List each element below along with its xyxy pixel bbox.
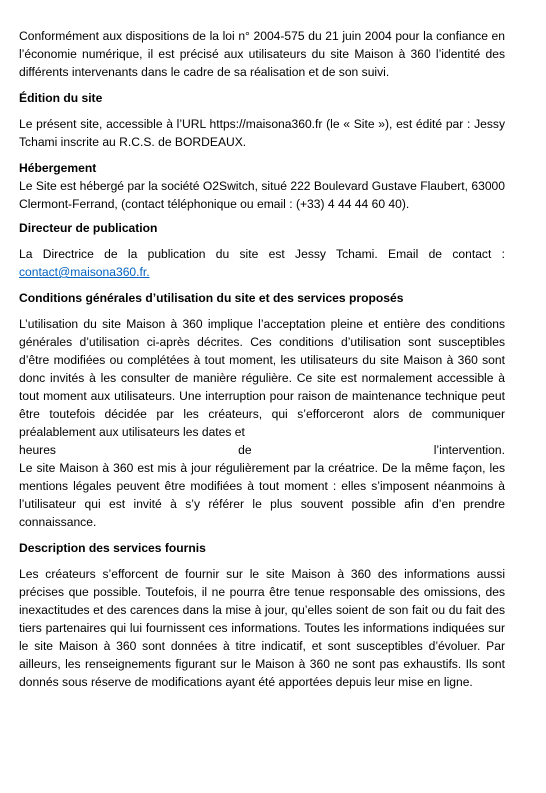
conditions-paragraph-1: L’utilisation du site Maison à 360 implique l’acceptation pleine et entière des conditions générales d’utilisation ci-après décrites. Ces conditions d’utilisation sont susceptibles d’être modifiées ou complétées à tout moment, les utilisateurs du site Maison à 360 sont donc invités à les consulter de manière régulière. Ce site est normalement accessible à tout moment aux utilisateurs. Une interruption pour raison de maintenance technique peut être toutefois décidée par les créateurs, qui s’efforceront alors de communiquer préalablement aux utilisateurs les dates et [19, 317, 505, 439]
edition-heading: Édition du site [19, 91, 103, 105]
conditions-spread-line [19, 441, 505, 459]
services-heading: Description des services fournis [19, 541, 206, 555]
spread-word-1: heures [19, 443, 56, 457]
spread-word-2: de [238, 443, 252, 457]
hebergement-heading: Hébergement [19, 161, 97, 175]
intro-paragraph: Conformément aux dispositions de la loi n° 2004-575 du 21 juin 2004 pour la confiance en l’économie numérique, il est précisé aux utilisateurs du site Maison à 360 l’identité des différents intervenants dans le cadre de sa réalisation et de son suivi. [19, 29, 505, 79]
hebergement-paragraph: Le Site est hébergé par la société O2Switch, situé 222 Boulevard Gustave Flaubert, 63000 Clermont-Ferrand, (contact téléphonique ou email : (+33) 4 44 44 60 40). [19, 179, 505, 211]
legal-notice-document [19, 27, 505, 691]
services-paragraph: Les créateurs s’efforcent de fournir sur le site Maison à 360 des informations aussi précises que possible. Toutefois, il ne pourra être tenue responsable des omissions, des inexactitudes et des carences dans la mise à jour, qu’elles soient de son fait ou du fait des tiers partenaires qui lui fournissent ces informations. Toutes les informations indiquées sur le site Maison à 360 sont données à titre indicatif, et sont susceptibles d’évoluer. Par ailleurs, les renseignements figurant sur le Maison à 360 ne sont pas exhaustifs. Ils sont donnés sous réserve de modifications ayant été apportées depuis leur mise en ligne. [19, 567, 505, 689]
directeur-heading: Directeur de publication [19, 221, 158, 235]
contact-email-link[interactable]: contact@maisona360.fr. [19, 265, 150, 279]
directeur-text: La Directrice de la publication du site est Jessy Tchami. Email de contact : [19, 247, 505, 261]
edition-paragraph: Le présent site, accessible à l’URL https://maisona360.fr (le « Site »), est édité par : Jessy Tchami inscrite au R.C.S. de BORDEAUX. [19, 117, 505, 149]
spread-word-3: l’intervention. [433, 443, 505, 457]
directeur-paragraph [19, 245, 505, 281]
conditions-heading: Conditions générales d’utilisation du site et des services proposés [19, 291, 404, 305]
conditions-paragraph-2: Le site Maison à 360 est mis à jour régulièrement par la créatrice. De la même façon, les mentions légales peuvent être modifiées à tout moment : elles s’imposent néanmoins à l’utilisateur qui est invité à s’y référer le plus souvent possible afin d’en prendre connaissance. [19, 461, 505, 529]
